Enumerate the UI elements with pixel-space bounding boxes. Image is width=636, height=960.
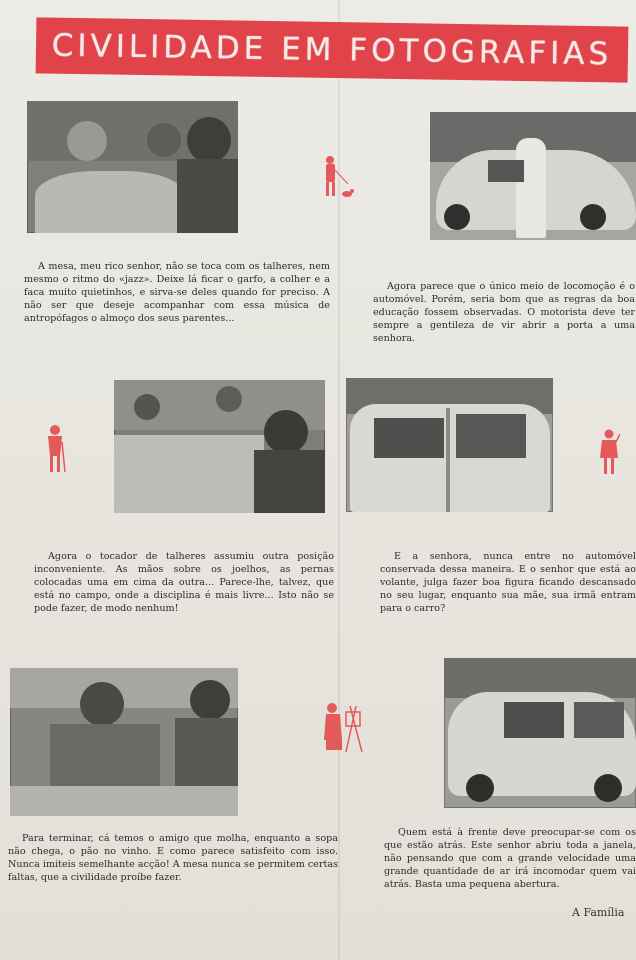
- caption-5: Para terminar, cá temos o amigo que molha, enquanto a sopa não chega, o pão no vinho. E como parece satisfeito com isso. Nunca imiteis semelhante acção! A mesa nunca se permitem certas faltas, que a civilidade proíbe fazer.: [8, 833, 338, 883]
- caption-1: A mesa, meu rico senhor, não se toca com os talheres, nem mesmo o ritmo do «jazz». Deixe lá ficar o garfo, a colher e a faca muito quietinhos, e sirva-se deles quando for preciso. A não ser que deseje acompanhar com essa música de antropófagos o almoço dos seus parentes...: [24, 261, 330, 324]
- page-fold: [338, 0, 340, 960]
- photo-bread-in-wine: [10, 668, 238, 816]
- photo-car-window: [444, 658, 636, 808]
- red-girl-figure: [598, 428, 620, 482]
- photo-dining-table-1: [27, 101, 238, 233]
- red-old-man-with-cane-figure: [42, 424, 68, 478]
- page-title: CIVILIDADE EM FOTOGRAFIAS: [51, 27, 613, 73]
- caption-2: Agora parece que o único meio de locomoção é o automóvel. Porém, seria bom que as regras da boa educação fossem observadas. O motorista deve ter sempre a gentileza de vir abrir a porta a uma senhora.: [373, 281, 635, 344]
- magazine-signature: A Família: [572, 906, 625, 919]
- red-painter-figure: [322, 700, 364, 760]
- caption-3: Agora o tocador de talheres assumiu outra posição inconveniente. As mãos sobre os joelhos, as pernas colocadas uma em cima da outra... Parece-lhe, talvez, que está no campo, onde a disciplina é mais livre... Isto não se pode fazer, de modo nenhum!: [34, 551, 334, 614]
- photo-dining-table-2: [114, 380, 325, 513]
- photo-car-door-1: [430, 112, 636, 240]
- title-banner: [36, 17, 629, 82]
- caption-6: Quem está à frente deve preocupar-se com os que estão atrás. Este senhor abriu toda a janela, não pensando que com a grande velocidade uma grande quantidade de ar irá incomodar quem vai atrás. Basta uma pequena abertura.: [384, 827, 636, 890]
- red-man-with-dog-figure: [320, 154, 356, 208]
- caption-4: E a senhora, nunca entre no automóvel conservada dessa maneira. E o senhor que está ao volante, julga fazer boa figura ficando descansado no seu lugar, enquanto sua mãe, sua irmã entram para o carro?: [380, 551, 636, 614]
- photo-car-door-2: [346, 378, 553, 512]
